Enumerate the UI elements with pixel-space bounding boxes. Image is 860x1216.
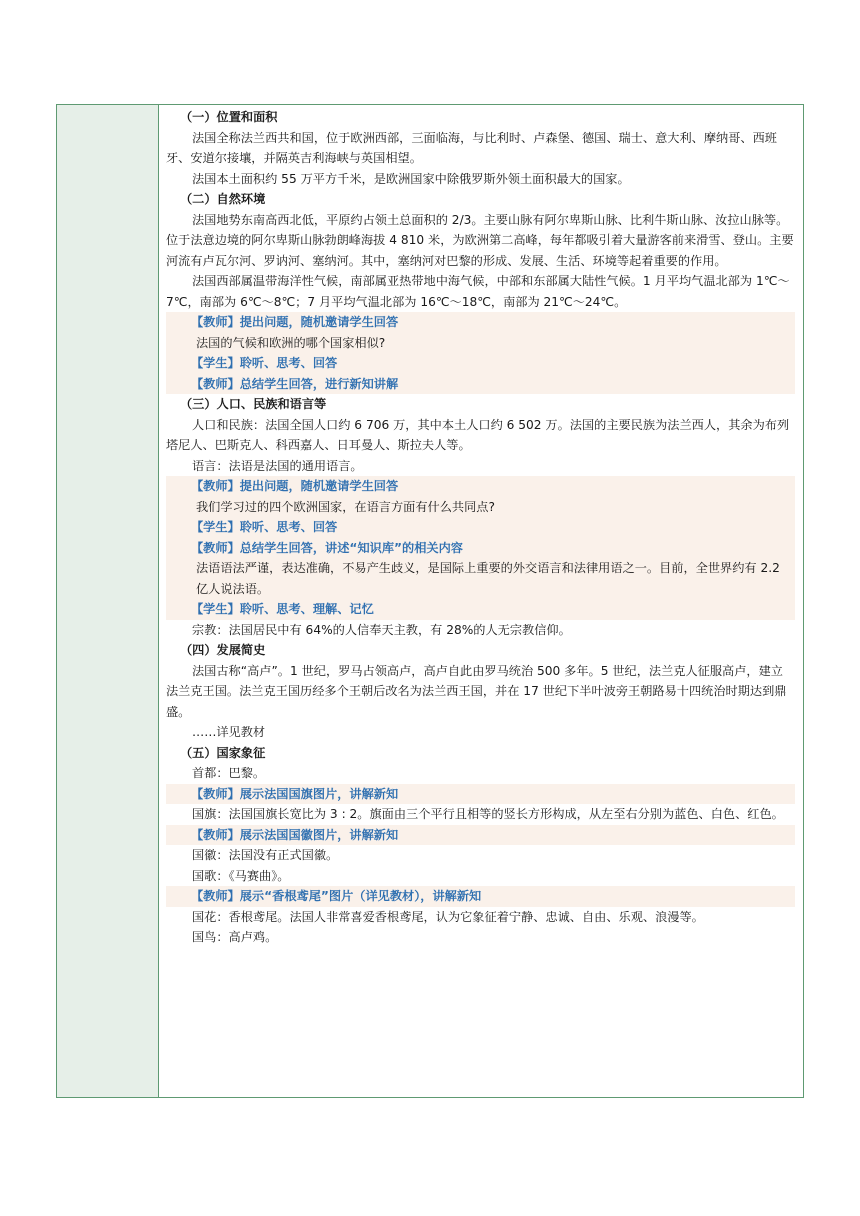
teacher-note: 【教师】总结学生回答，进行新知讲解 bbox=[166, 374, 795, 395]
question-text: 我们学习过的四个欧洲国家，在语言方面有什么共同点? bbox=[166, 497, 795, 518]
paragraph-history: 法国古称“高卢”。1 世纪，罗马占领高卢，高卢自此由罗马统治 500 多年。5 世纪，法兰克人征服高卢，建立法兰克王国。法兰克王国历经多个王朝后改名为法兰西王国，并在 17 世纪下半叶波旁王朝路易十四统治时期达到鼎盛。 bbox=[166, 663, 787, 719]
teacher-note: 【教师】展示法国国旗图片，讲解新知 bbox=[166, 784, 795, 805]
section-heading-3: （三）人口、民族和语言等 bbox=[180, 397, 327, 411]
table-content-cell bbox=[159, 105, 803, 1097]
section-heading-1: （一）位置和面积 bbox=[180, 110, 278, 124]
section-heading-2: （二）自然环境 bbox=[180, 192, 266, 206]
paragraph-flag: 国旗：法国国旗长宽比为 3 : 2。旗面由三个平行且相等的竖长方形构成，从左至右分别为蓝色、白色、红色。 bbox=[192, 807, 784, 821]
paragraph-anthem: 国歌：《马赛曲》。 bbox=[192, 868, 290, 883]
section-heading-5: （五）国家象征 bbox=[180, 745, 266, 760]
teacher-note: 【教师】展示“香根鸢尾”图片（详见教材），讲解新知 bbox=[166, 886, 795, 907]
lesson-table bbox=[56, 104, 804, 1098]
paragraph-language: 语言：法语是法国的通用语言。 bbox=[192, 458, 363, 473]
paragraph-emblem: 国徽：法国没有正式国徽。 bbox=[192, 848, 339, 862]
paragraph-see-textbook: ……详见教材 bbox=[192, 725, 266, 739]
table-label-column bbox=[57, 105, 159, 1097]
paragraph-location: 法国全称法兰西共和国，位于欧洲西部，三面临海，与比利时、卢森堡、德国、瑞士、意大利、摩纳哥、西班牙、安道尔接壤，并隔英吉利海峡与英国相望。 bbox=[166, 130, 777, 165]
paragraph-area: 法国本土面积约 55 万平方千米，是欧洲国家中除俄罗斯外领土面积最大的国家。 bbox=[192, 171, 630, 186]
paragraph-terrain: 法国地势东南高西北低，平原约占领土总面积的 2/3。主要山脉有阿尔卑斯山脉、比利牛斯山脉、汝拉山脉等。位于法意边境的阿尔卑斯山脉勃朗峰海拔 4 810 米，为欧洲第二高峰，每年都吸引着大量游客前来滑雪、登山。主要河流有卢瓦尔河、罗讷河、塞纳河。其中，塞纳河对巴黎的形成、发展、生活、环境等起着重要的作用。 bbox=[166, 212, 794, 268]
teacher-note: 【教师】提出问题，随机邀请学生回答 bbox=[166, 476, 795, 497]
question-text: 法国的气候和欧洲的哪个国家相似? bbox=[166, 333, 795, 354]
paragraph-capital: 首都：巴黎。 bbox=[192, 766, 266, 780]
paragraph-religion: 宗教：法国居民中有 64%的人信奉天主教，有 28%的人无宗教信仰。 bbox=[192, 622, 571, 637]
teacher-note: 【教师】提出问题，随机邀请学生回答 bbox=[166, 312, 795, 333]
paragraph-population: 人口和民族：法国全国人口约 6 706 万，其中本土人口约 6 502 万。法国的主要民族为法兰西人，其余为布列塔尼人、巴斯克人、科西嘉人、日耳曼人、斯拉夫人等。 bbox=[166, 417, 790, 452]
student-note: 【学生】聆听、思考、理解、记忆 bbox=[166, 599, 795, 620]
teacher-note: 【教师】总结学生回答，讲述“知识库”的相关内容 bbox=[166, 538, 795, 559]
paragraph-bird: 国鸟：高卢鸡。 bbox=[192, 930, 278, 944]
paragraph-flower: 国花：香根鸢尾。法国人非常喜爱香根鸢尾，认为它象征着宁静、忠诚、自由、乐观、浪漫等。 bbox=[192, 909, 704, 924]
student-note: 【学生】聆听、思考、回答 bbox=[166, 353, 795, 374]
knowledge-text: 法语语法严谨，表达准确，不易产生歧义，是国际上重要的外交语言和法律用语之一。目前，全世界约有 2.2 亿人说法语。 bbox=[166, 558, 795, 599]
teacher-note: 【教师】展示法国国徽图片，讲解新知 bbox=[166, 825, 795, 846]
paragraph-climate: 法国西部属温带海洋性气候，南部属亚热带地中海气候，中部和东部属大陆性气候。1 月平均气温北部为 1℃～7℃，南部为 6℃～8℃；7 月平均气温北部为 16℃～18℃，南部为 21℃～24℃。 bbox=[166, 274, 790, 309]
section-heading-4: （四）发展简史 bbox=[180, 643, 266, 657]
student-note: 【学生】聆听、思考、回答 bbox=[166, 517, 795, 538]
